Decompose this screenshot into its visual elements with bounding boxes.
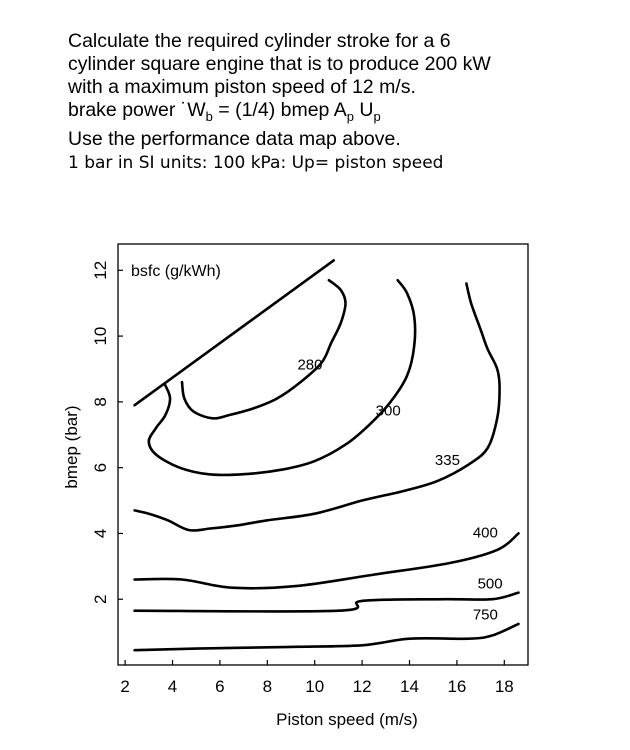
question-line-2: cylinder square engine that is to produce 200 kW: [68, 53, 491, 75]
x-tick-label: 4: [167, 677, 178, 696]
x-tick-label: 16: [447, 677, 467, 696]
contour-line-500: [135, 593, 519, 612]
y-tick-label: 8: [91, 397, 110, 407]
y-tick-label: 4: [91, 528, 110, 539]
formula-U: U: [353, 99, 374, 121]
contour-label-300: 300: [375, 402, 401, 420]
formula-W: W: [187, 99, 206, 121]
contour-line-750: [135, 624, 519, 650]
formula-prefix: brake power: [68, 99, 181, 121]
formula-sub-b: b: [205, 108, 213, 124]
plot-frame: [118, 244, 528, 665]
question-line-5: Use the performance data map above.: [68, 127, 401, 150]
y-tick-label: 12: [91, 260, 110, 280]
formula-dot: ˙: [180, 99, 188, 121]
contour-line-300: [135, 260, 334, 405]
contour-label-280: 280: [297, 356, 323, 374]
contour-lines: [135, 260, 519, 650]
x-tick-label: 8: [262, 677, 273, 696]
question-line-1: Calculate the required cylinder stroke for a 6: [68, 30, 451, 52]
formula-sub-p2: p: [373, 108, 381, 124]
x-tick-label: 14: [400, 677, 419, 696]
contour-line-400: [135, 533, 519, 588]
contour-label-500: 500: [477, 575, 503, 593]
y-tick-label: 10: [91, 326, 110, 346]
question-line-3: with a maximum piston speed of 12 m/s.: [68, 76, 416, 98]
x-tick-label: 12: [352, 677, 372, 696]
contour-labels: [297, 357, 502, 624]
contour-label-750: 750: [472, 606, 498, 624]
contour-line-280: [182, 280, 346, 418]
chart-title: bsfc (g/kWh): [131, 263, 221, 280]
y-axis-label: bmep (bar): [62, 405, 81, 489]
x-tick-label: 6: [215, 677, 225, 696]
formula-sub-p1: p: [346, 108, 354, 124]
formula-mid: = (1/4) bmep A: [212, 99, 347, 121]
x-tick-label: 10: [305, 677, 325, 696]
contour-label-400: 400: [472, 524, 498, 542]
question-note: 1 bar in SI units: 100 kPa: Up= piston speed: [68, 152, 444, 173]
x-tick-label: 18: [494, 677, 514, 696]
contour-label-335: 335: [434, 452, 460, 470]
x-tick-label: 2: [120, 677, 130, 696]
y-tick-label: 2: [91, 594, 110, 604]
y-tick-label: 6: [91, 462, 110, 473]
contour-line-300: [149, 280, 415, 475]
x-axis-label: Piston speed (m/s): [276, 710, 418, 729]
